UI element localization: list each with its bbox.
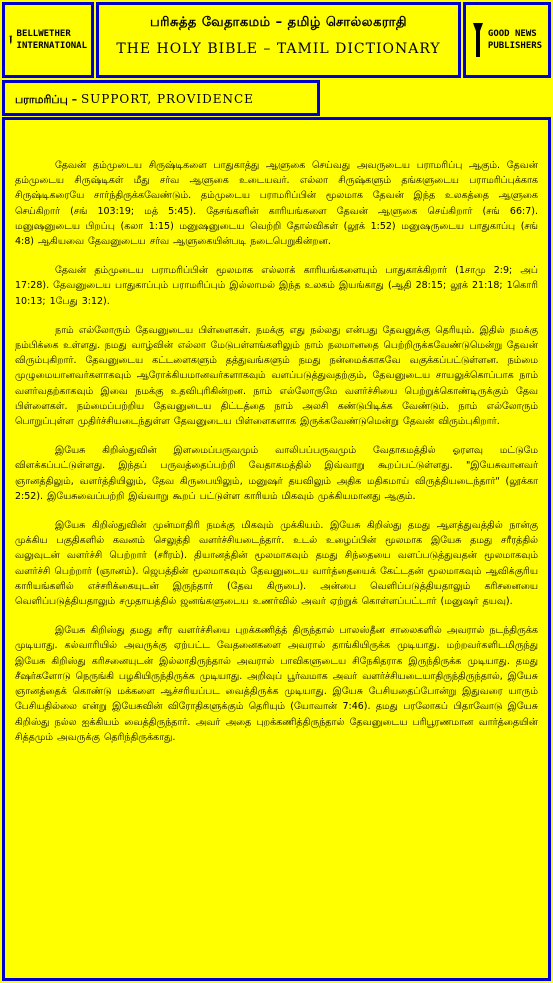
- section-title-dash: –: [67, 93, 81, 106]
- paragraph: நாம் எல்லோரும் தேவனுடைய பிள்ளைகள். நமக்கு எது நல்லது என்பது தேவனுக்கு தெரியும். இதில் நமக்கு நம்பிக்கை உள்ளது. நமது வாழ்வின் எல்லா மேடுபள்ளங்களிலும் நாம் நலமானதை பெற்றிருக்கவேண்டுமென்று தேவன் விரும்புகிறார். தேவனுடைய கட்டளைகளும் தத்துவங்களும் நமது நன்மைக்காகவே வகுக்கப்பட்டுள்ளன. நம்மை முழுமையானவர்களாகவும் ஆரோக்கியமானவர்களாகவும் வளப்படுத்துவதற்கும், தேவனுடைய சாயலுக்கொப்பாக நாம் வளர்வதற்காகவும் இவை நமக்கு உதவிபுரிகின்றன. நாம் எல்லோருமே வளர்ச்சியை பெற்றுக்கொண்டிருக்கும் தேவ பிள்ளைகள். நம்மைப்பற்றிய தேவனுடைய திட்டத்தை நாம் அலசி கண்டுபிடிக்க வேண்டும். நாம் எல்லோரும் பொறுப்புள்ள முதிர்ச்சியடைந்துள்ள தேவனுடைய பிள்ளைகளாக இருக்கவேண்டுமென்று தேவன் விரும்புகிறார்.: [15, 324, 538, 428]
- right-logo-box: [463, 2, 551, 78]
- left-logo-line2: INTERNATIONAL: [16, 41, 87, 51]
- section-heading-box: [2, 80, 320, 116]
- title-tamil: பரிசுத்த வேதாகமம் – தமிழ் சொல்லகராதி: [149, 15, 408, 30]
- right-logo-line2: PUBLISHERS: [487, 41, 543, 51]
- right-logo-line1: GOOD NEWS: [487, 29, 537, 39]
- content-box: [2, 117, 551, 981]
- paragraph: தேவன் தம்முடைய பராமரிப்பின் மூலமாக எல்லாக் காரியங்களையும் பாதுகாக்கிறார் (1சாமு 2:9; அப் 17:28). தேவனுடைய பாதுகாப்பும் பராமரிப்பும் இல்லாமல் இந்த உலகம் இயங்காது (ஆதி 28:15; லூக் 21:18; 1கொரி 10:13; 1பேது 3:12).: [15, 265, 538, 307]
- section-title-english: SUPPORT, PROVIDENCE: [80, 92, 254, 106]
- good-news-logo: [466, 5, 548, 75]
- title-box: [96, 2, 461, 78]
- paragraph: இயேசு கிறிஸ்துவின் இளமைப்பருவமும் வாலிபப்பருவமும் வேதாகமத்தில் ஓரளவு மட்டுமே விளக்கப்பட்டுள்ளது. இந்தப் பருவத்தைப்பற்றி வேதாகமத்தில் இவ்வாறு கூறப்பட்டுள்ளது. "இயேசுவானவர் ஞானத்திலும், வளர்த்தியிலும், தேவ கிருபையிலும், மனுஷர் தயவிலும் அதிக மதிகமாய் விருத்தியடைந்தார்" (லூக்கா 2:52). இயேசுவைப்பற்றி இவ்வாறு கூறப் பட்டுள்ள காரியம் மிகவும் முக்கியமானது ஆகும்.: [15, 445, 538, 502]
- section-title: [5, 83, 317, 117]
- left-logo-line1: BELLWETHER: [16, 29, 71, 39]
- left-logo-box: [2, 2, 94, 78]
- title-english: THE HOLY BIBLE – TAMIL DICTIONARY: [116, 41, 441, 57]
- article-body: [5, 120, 548, 745]
- section-title-tamil: பராமரிப்பு: [15, 93, 68, 106]
- torch-icon: [472, 21, 484, 59]
- paragraph: இயேசு கிறிஸ்துவின் முன்மாதிரி நமக்கு மிகவும் முக்கியம். இயேசு கிறிஸ்து தமது ஆளத்துவத்தில் நான்கு முக்கிய பகுதிகளில் கவனம் செலுத்தி வளர்ச்சியடைந்தார். உடல் உழைப்பின் மூலமாக இயேசு தமது சரீரத்தில் வலுவுடன் வளர்ச்சி பெற்றார் (சரீரம்). தியானத்தின் மூலமாகவும் தமது சிந்தையை வளப்படுத்துவதன் மூலமாகவும் வளர்ச்சி பெற்றார் (ஞானம்). ஜெபத்தின் மூலமாகவும் தேவனுடைய வார்த்தையைக் கேட்டதன் மூலமாகவும் ஆவிக்குரிய காரியங்களில் எச்சரிக்கையுடன் இருந்தார் (தேவ கிருபை). அன்பை வெளிப்படுத்தியதாலும் கரிசனையை வெளிப்படுத்தியதாலும் சமுதாயத்தில் ஜனங்களுடைய உணர்வில் அவர் ஏற்றுக் கொள்ளப்பட்டார் (மனுஷர் தயவு).: [15, 520, 538, 608]
- pen-icon: [9, 21, 13, 59]
- bellwether-logo: [5, 5, 91, 75]
- paragraph: தேவன் தம்முடைய சிருஷ்டிகளை பாதுகாத்து ஆளுகை செய்வது அவருடைய பராமரிப்பு ஆகும். தேவன் தம்முடைய சிருஷ்டிகள் மீது சர்வ ஆளுகை உடையவர். எல்லா சிருஷ்களும் தங்களுடைய பராமரிப்புக்காக சிருஷ்டிகரையே சார்ந்திருக்கவேண்டும். தம்முடைய பராமரிப்பின் மூலமாக தேவன் இந்த உலகத்தை ஆளுகை செய்கிறார் (சங் 103:19; மத் 5:45). தேசங்களின் காரியங்களை தேவன் ஆளுகை செய்கிறார் (சங் 66:7). மனுஷனுடைய பிறப்பு (கலா 1:15) மனுஷனுடைய வெற்றி தோல்விகள் (லூக் 1:52) மனுஷருடைய பாதுகாப்பு (சங் 4:8) ஆகியவை தேவனுடைய சர்வ ஆளுகையின்படி நடைபெறுகின்றன.: [15, 160, 538, 248]
- paragraph: இயேசு கிறிஸ்து தமது சரீர வளர்ச்சியை புறக்கணித்த் திருந்தால் பாலஸ்தீன சாலைகளில் அவரால் நடந்திருக்க முடியாது. கல்வாரியில் அவருக்கு ஏற்பட்ட வேதனைகளை அவரால் தாங்கியிருக்க முடியாது. மற்றவர்களிடமிருந்து இயேசு கிறிஸ்து கரிசனையுடன் இல்லாதிருந்தால் அவரால் பாவிகளுடைய சிநேகிதராக இருந்திருக்க முடியாது. தமது சீஷர்களோடு நெருங்கி பழகியிருந்திருக்க முடியாது. அறிவுப் பூர்வமாக அவர் வளர்ச்சியடையாதிருந்திருந்தால், இயேசு ஞானத்தைக் கொண்டு மக்களை ஆச்சரியப்பட வைத்திருக்க முடியாது. இயேசு பேசியதைப்போன்று இதுவரை யாரும் பேசியதில்லை என்று இயேசுவின் விரோதிகளுக்கும் தெரியும் (யோவான் 7:46). தமது பரலோகப் பிதாவோடு இயேசு கிறிஸ்து நல்ல ஐக்கியம் வைத்திருந்தார். அவர் அதை புறக்கணித்திருந்தால் தேவனுடைய பரிபூரணமான வார்த்தையின் சித்தமும் அவருக்கு தெரிந்திருக்காது.: [15, 625, 538, 743]
